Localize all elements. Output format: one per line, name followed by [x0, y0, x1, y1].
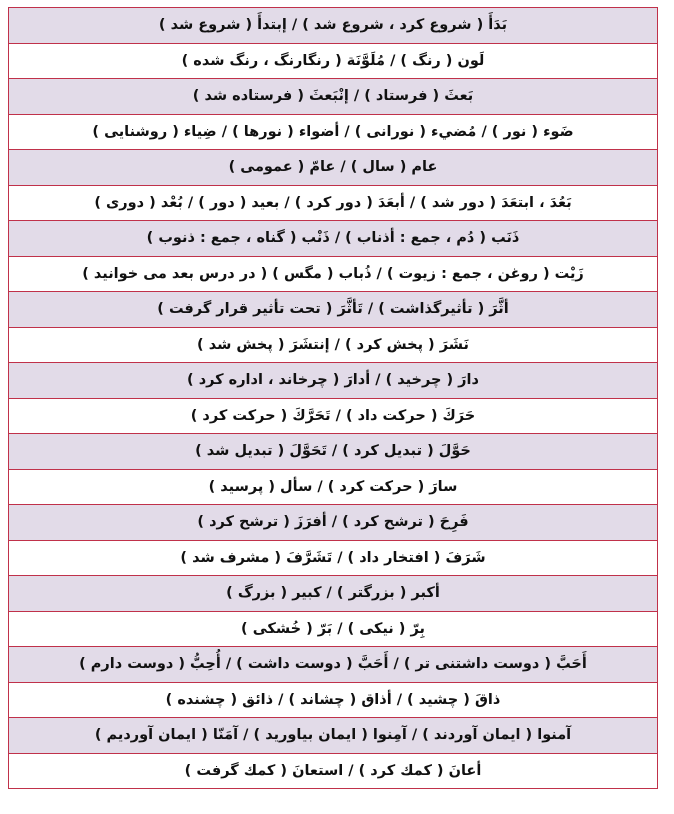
table-row	[9, 43, 658, 79]
table-row	[9, 79, 658, 115]
table-cell: فَرِحَ ( ترشح كرد ) / أفرَزَ ( ترشح كرد )	[9, 505, 658, 541]
table-cell: أثَّرَ ( تأثيرگذاشت ) / تَأثَّرَ ( تحت تأثير قرار گرفت )	[9, 292, 658, 328]
table-cell: أَحَبَّ ( دوست داشتنى تر ) / أَحَبَّ ( دوست داشت ) / أُحِبُّ ( دوست دارم )	[9, 647, 658, 683]
table-row	[9, 363, 658, 399]
vocabulary-table	[8, 7, 658, 789]
table-row	[9, 221, 658, 257]
vocabulary-table-body	[9, 8, 658, 789]
table-row	[9, 469, 658, 505]
table-row	[9, 185, 658, 221]
table-cell: حَوَّلَ ( تبديل كرد ) / تَحَوَّلَ ( تبديل شد )	[9, 434, 658, 470]
table-cell: نَشَرَ ( پخش كرد ) / إنتشَرَ ( پخش شد )	[9, 327, 658, 363]
table-row	[9, 327, 658, 363]
table-cell: بَعثَ ( فرستاد ) / إنْبَعثَ ( فرستاده شد )	[9, 79, 658, 115]
table-cell: أعانَ ( كمك كرد ) / استعانَ ( كمك گرفت )	[9, 753, 658, 789]
table-cell: ذَنَب ( دُم ، جمع : أذناب ) / ذَنْب ( گناه ، جمع : ذنوب )	[9, 221, 658, 257]
table-row	[9, 718, 658, 754]
table-row	[9, 150, 658, 186]
table-row	[9, 292, 658, 328]
table-cell: سارَ ( حركت كرد ) / سأل ( پرسيد )	[9, 469, 658, 505]
table-row	[9, 434, 658, 470]
table-cell: آمنوا ( ايمان آوردند ) / آمِنوا ( ايمان بياوريد ) / آمَنّا ( ايمان آورديم )	[9, 718, 658, 754]
table-cell: حَرَكَ ( حركت داد ) / تَحَرَّكَ ( حركت كرد )	[9, 398, 658, 434]
table-row	[9, 611, 658, 647]
table-row	[9, 647, 658, 683]
table-cell: شَرَفَ ( افتخار داد ) / تَشَرَّفَ ( مشرف شد )	[9, 540, 658, 576]
table-row	[9, 398, 658, 434]
table-cell: زَيْت ( روغن ، جمع : زيوت ) / ذُباب ( مگس ) ( در درس بعد مى خوانيد )	[9, 256, 658, 292]
table-row	[9, 576, 658, 612]
table-row	[9, 505, 658, 541]
table-cell: بَعُدَ ، ابتعَدَ ( دور شد ) / أبعَدَ ( دور كرد ) / بعيد ( دور ) / بُعْد ( دورى )	[9, 185, 658, 221]
table-row	[9, 114, 658, 150]
table-cell: بَدَأَ ( شروع كرد ، شروع شد ) / إبتدأَ ( شروع شد )	[9, 8, 658, 44]
table-row	[9, 682, 658, 718]
table-row	[9, 8, 658, 44]
table-row	[9, 256, 658, 292]
table-cell: ضَوء ( نور ) / مُضيء ( نورانى ) / أضواء ( نورها ) / ضِياء ( روشنايى )	[9, 114, 658, 150]
table-row	[9, 540, 658, 576]
table-cell: دارَ ( چرخيد ) / أدارَ ( چرخاند ، اداره كرد )	[9, 363, 658, 399]
table-cell: لَون ( رنگ ) / مُلَوَّنَة ( رنگارنگ ، رنگ شده )	[9, 43, 658, 79]
table-cell: أكبر ( بزرگتر ) / كبير ( بزرگ )	[9, 576, 658, 612]
table-cell: بِرّ ( نيكى ) / بَرّ ( خُشكى )	[9, 611, 658, 647]
table-cell: عام ( سال ) / عامّ ( عمومى )	[9, 150, 658, 186]
table-cell: ذاقَ ( چشيد ) / أذاق ( چشاند ) / ذائق ( چشنده )	[9, 682, 658, 718]
table-row	[9, 753, 658, 789]
